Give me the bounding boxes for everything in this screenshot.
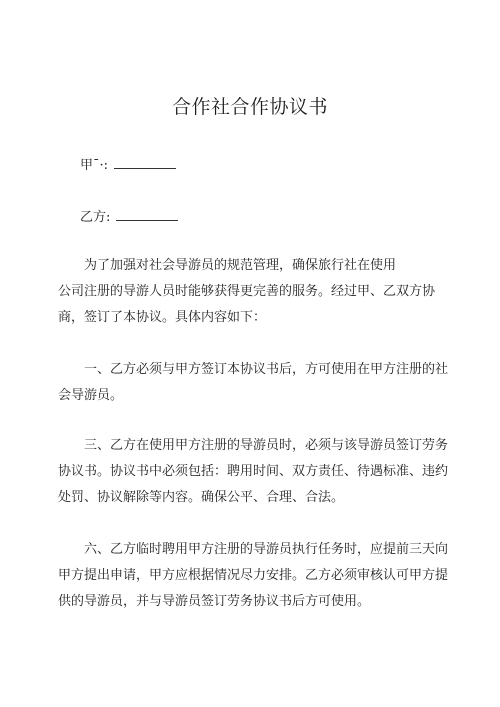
paragraph-line: 协议书。协议书中必须包括：聘用时间、双方责任、待遇标准、违约 xyxy=(58,464,449,479)
paragraph-line: 供的导游员，并与导游员签订劳务协议书后方可使用。 xyxy=(58,594,371,609)
clause-1-paragraph xyxy=(58,357,449,409)
clause-3-paragraph xyxy=(58,433,449,511)
paragraph-line: 甲方提出申请，甲方应根据情况尽力安排。乙方必须审核认可甲方提 xyxy=(58,568,449,583)
party-a-line xyxy=(80,156,176,175)
party-b-line xyxy=(80,208,178,227)
party-a-blank xyxy=(114,156,176,169)
clause-6-paragraph xyxy=(58,537,449,615)
paragraph-line: 为了加强对社会导游员的规范管理，确保旅行社在使用 xyxy=(84,258,397,273)
paragraph-line: 公司注册的导游人员时能够获得更完善的服务。经过甲、乙双方协 xyxy=(58,284,436,299)
party-b-label: 乙方: xyxy=(80,210,111,225)
paragraph-line: 处罚、协议解除等内容。确保公平、合理、合法。 xyxy=(58,490,345,505)
paragraph-line: 三、乙方在使用甲方注册的导游员时，必须与该导游员签订劳务 xyxy=(84,438,449,453)
paragraph-line: 一、乙方必须与甲方签订本协议书后，方可使用在甲方注册的社 xyxy=(84,362,449,377)
party-a-label: 甲ˉ·: xyxy=(80,158,109,173)
intro-paragraph xyxy=(58,253,446,331)
paragraph-line: 会导游员。 xyxy=(58,388,124,403)
party-b-blank xyxy=(116,208,178,221)
document-title: 合作社合作协议书 xyxy=(171,96,328,118)
paragraph-line: 商，签订了本协议。具体内容如下： xyxy=(58,310,267,325)
paragraph-line: 六、乙方临时聘用甲方注册的导游员执行任务时，应提前三天向 xyxy=(84,542,449,557)
